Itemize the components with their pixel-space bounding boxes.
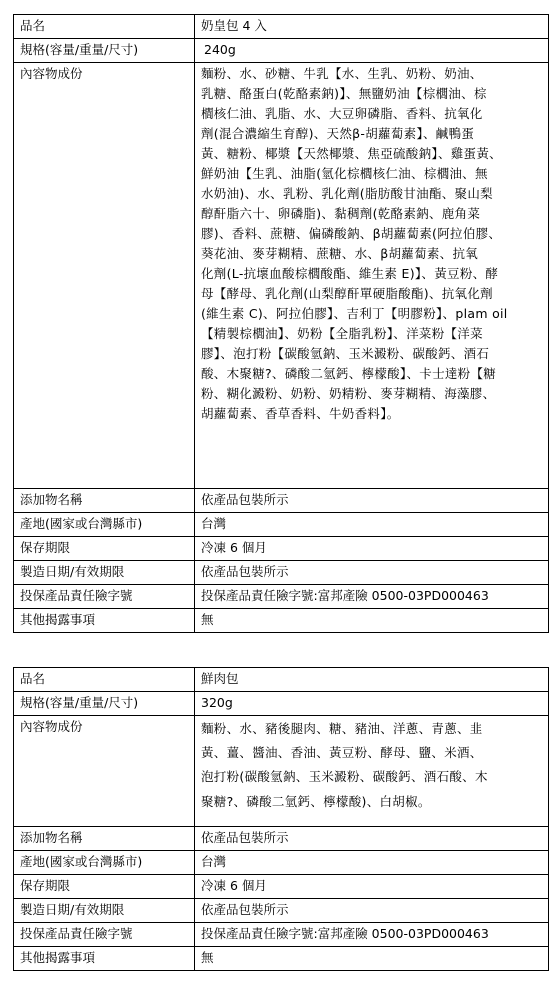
table-row [14, 668, 549, 692]
ingredients-text: 麵粉、水、豬後腿肉、糖、豬油、洋蔥、青蔥、韭 黃、薑、醬油、香油、黃豆粉、酵母、鹽、米酒、 泡打粉(碳酸氫鈉、玉米澱粉、碳酸鈣、酒石酸、木 聚糖?、磷酸二氫鈣、檸檬酸)、白胡椒。 [195, 716, 549, 827]
table-row [14, 899, 549, 923]
row-label: 產地(國家或台灣縣市) [14, 851, 195, 875]
row-label: 品名 [14, 668, 195, 692]
table-row [14, 585, 549, 609]
table-row [14, 561, 549, 585]
row-label: 添加物名稱 [14, 489, 195, 513]
row-label: 其他揭露事項 [14, 947, 195, 971]
table-row [14, 15, 549, 39]
row-value: 冷凍 6 個月 [195, 875, 549, 899]
table-row [14, 692, 549, 716]
row-value: 奶皇包 4 入 [195, 15, 549, 39]
table-row [14, 875, 549, 899]
row-label: 製造日期/有效期限 [14, 561, 195, 585]
row-value: 投保產品責任險字號:富邦產險 0500-03PD000463 [195, 923, 549, 947]
row-label: 內容物成份 [14, 716, 195, 827]
row-label: 添加物名稱 [14, 827, 195, 851]
row-label: 投保產品責任險字號 [14, 923, 195, 947]
row-label: 內容物成份 [14, 63, 195, 489]
row-value: 無 [195, 947, 549, 971]
row-value: 依產品包裝所示 [195, 827, 549, 851]
row-value: 依產品包裝所示 [195, 489, 549, 513]
row-value: 冷凍 6 個月 [195, 537, 549, 561]
table-row [14, 39, 549, 63]
table-row [14, 923, 549, 947]
row-value: 投保產品責任險字號:富邦產險 0500-03PD000463 [195, 585, 549, 609]
row-label: 保存期限 [14, 537, 195, 561]
table-row [14, 827, 549, 851]
row-label: 品名 [14, 15, 195, 39]
product-spec-table-pork-bun [13, 667, 549, 971]
row-value: 320g [195, 692, 549, 716]
table-row [14, 947, 549, 971]
row-label: 保存期限 [14, 875, 195, 899]
row-value: 無 [195, 609, 549, 633]
table-row [14, 851, 549, 875]
row-label: 投保產品責任險字號 [14, 585, 195, 609]
row-value: 鮮肉包 [195, 668, 549, 692]
ingredients-text: 麵粉、水、砂糖、牛乳【水、生乳、奶粉、奶油、 乳糖、酪蛋白(乾酪素鈉)】、無鹽奶油【棕櫚油、棕 櫚核仁油、乳脂、水、大豆卵磷脂、香料、抗氧化 劑(混合濃縮生育醇)、天然β-胡蘿蔔素】、鹹鴨蛋 黃、糖粉、椰漿【天然椰漿、焦亞硫酸鈉】、雞蛋黃、 鮮奶油【生乳、油脂(氫化棕櫚核仁油、棕櫚油、無 水奶油)、水、乳粉、乳化劑(脂肪酸甘油酯、聚山梨 醇酐脂六十、卵磷脂)、黏稠劑(乾酪素鈉、鹿角菜 膠)、香料、蔗糖、偏磷酸鈉、β胡蘿蔔素(阿拉伯膠、 葵花油、麥芽糊精、蔗糖、水、β胡蘿蔔素、抗氧 化劑(L-抗壞血酸棕櫚酸酯、維生素 E)】、黃豆粉、酵 母【酵母、乳化劑(山梨醇酐單硬脂酸酯)、抗氧化劑 (維生素 C)、阿拉伯膠】、吉利丁【明膠粉】、plam oil 【精製棕櫚油】、奶粉【全脂乳粉】、洋菜粉【洋菜 膠】、泡打粉【碳酸氫鈉、玉米澱粉、碳酸鈣、酒石 酸、木聚糖?、磷酸二氫鈣、檸檬酸】、卡士達粉【糖 粉、糊化澱粉、奶粉、奶精粉、麥芽糊精、海藻膠、 胡蘿蔔素、香草香料、牛奶香料】。 [195, 63, 549, 489]
row-value: 依產品包裝所示 [195, 899, 549, 923]
table-row [14, 609, 549, 633]
table-row [14, 513, 549, 537]
table-row [14, 537, 549, 561]
row-value: 依產品包裝所示 [195, 561, 549, 585]
row-label: 規格(容量/重量/尺寸) [14, 39, 195, 63]
row-value: 台灣 [195, 513, 549, 537]
row-value: 台灣 [195, 851, 549, 875]
product-spec-table-custard-bun [13, 14, 549, 633]
table-row [14, 489, 549, 513]
row-label: 製造日期/有效期限 [14, 899, 195, 923]
row-label: 其他揭露事項 [14, 609, 195, 633]
row-label: 產地(國家或台灣縣市) [14, 513, 195, 537]
row-label: 規格(容量/重量/尺寸) [14, 692, 195, 716]
table-row [14, 716, 549, 827]
row-value: 240g [195, 39, 549, 63]
table-row [14, 63, 549, 489]
